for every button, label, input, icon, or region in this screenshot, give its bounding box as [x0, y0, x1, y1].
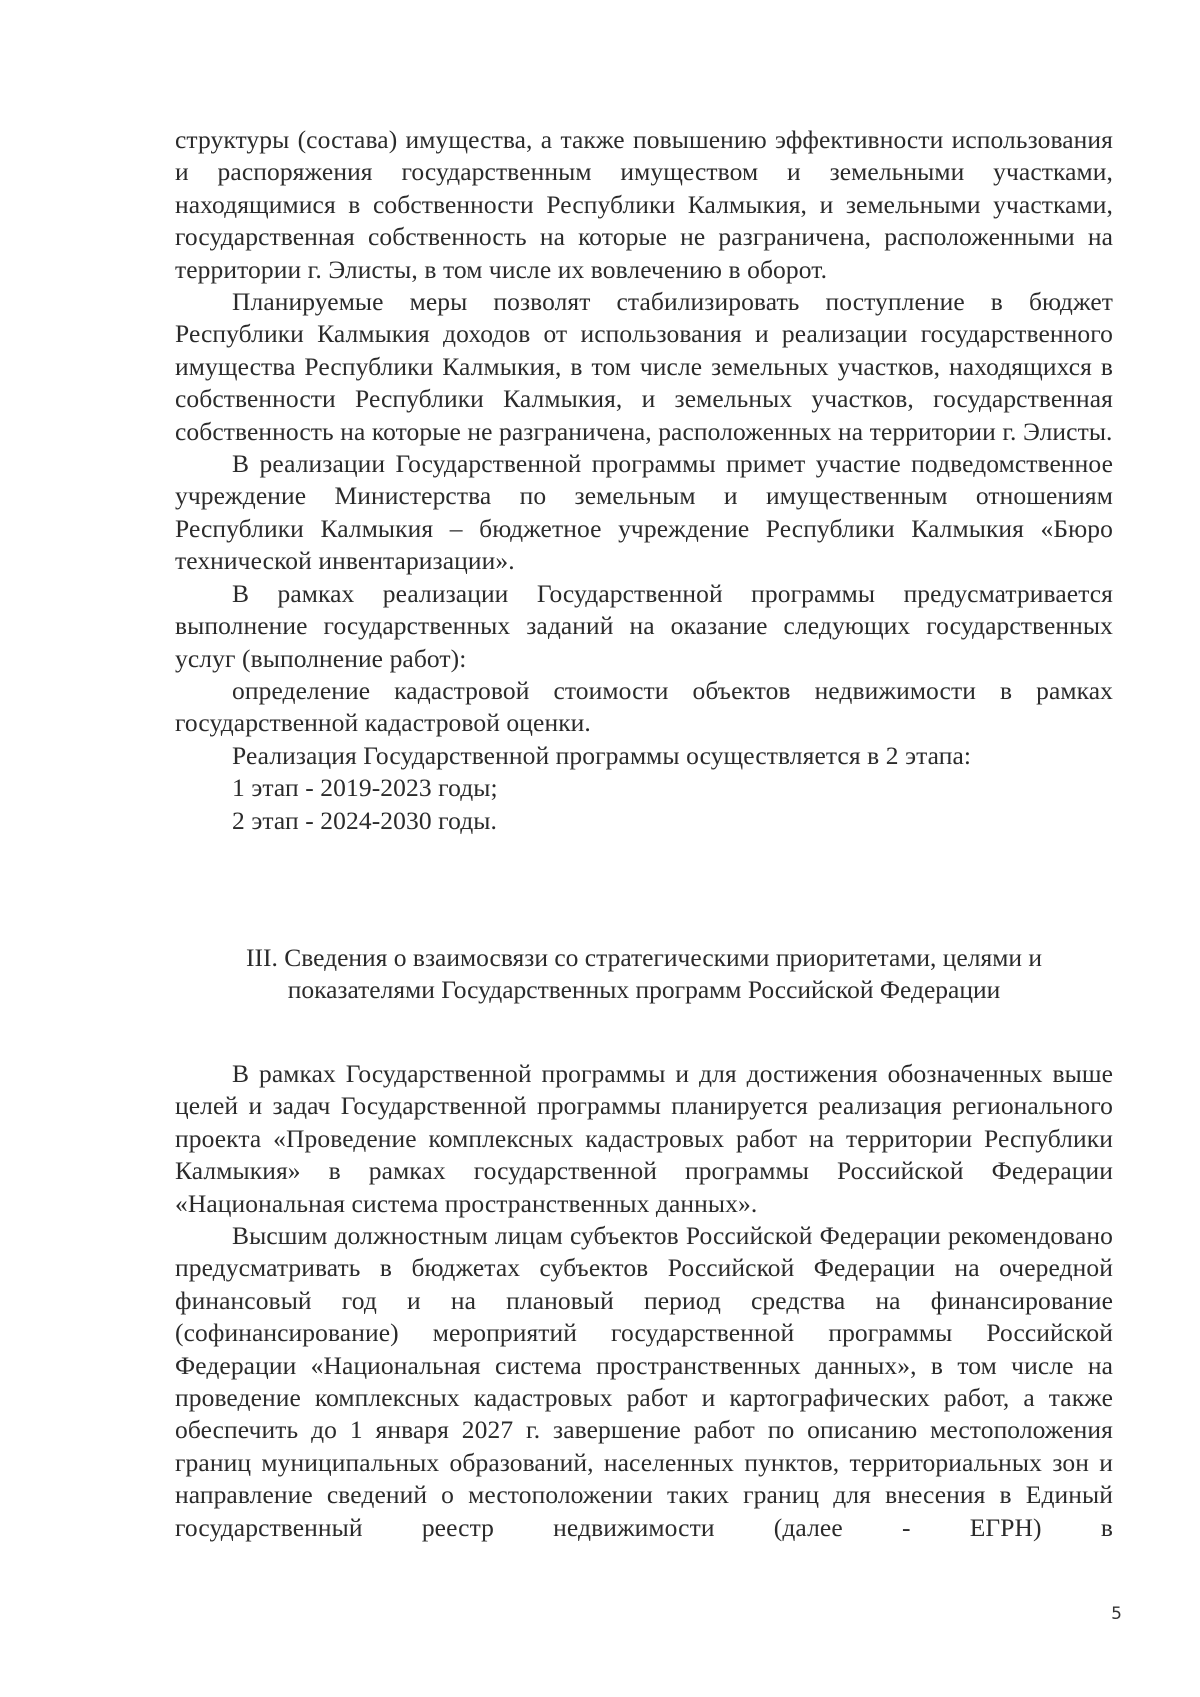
page-number: 5: [1111, 1604, 1122, 1624]
section-3-text: [175, 1058, 1113, 1544]
paragraph-stage-1: 1 этап - 2019-2023 годы;: [232, 773, 498, 803]
paragraph-state-tasks: В рамках реализации Государственной программы предусматривается выполнение государственных заданий на оказание следующих государственных услуг (выполнение работ):: [175, 578, 1113, 673]
section-2-text-continuation: [175, 124, 1113, 837]
paragraph-stages-intro: Реализация Государственной программы осуществляется в 2 этапа:: [232, 740, 972, 770]
heading-line-2: показателями Государственных программ Российской Федерации: [287, 975, 1001, 1004]
paragraph-stage-2: 2 этап - 2024-2030 годы.: [232, 805, 497, 835]
section-3-heading: [175, 942, 1113, 1006]
paragraph-continuation: структуры (состава) имущества, а также повышению эффективности использования и распоряжения государственным имуществом и земельными участками, находящимися в собственности Республики Калмыкия, и земельными участками, государственная собственность на которые не разграничена, расположенными на территории г. Элисты, в том числе их вовлечению в оборот.: [175, 125, 1113, 284]
paragraph-recommendations: Высшим должностным лицам субъектов Российской Федерации рекомендовано предусматривать в бюджетах субъектов Российской Федерации на очередной финансовый год и на плановый период средства на финансирование (софинансирование) мероприятий государственной программы Российской Федерации «Национальная система пространственных данных», в том числе на проведение комплексных кадастровых работ и картографических работ, а также обеспечить до 1 января 2027 г. завершение работ по описанию местоположения границ муниципальных образований, населенных пунктов, территориальных зон и направление сведений о местоположении таких границ для внесения в Единый государственный реестр недвижимости (далее - ЕГРН) в: [175, 1221, 1113, 1542]
paragraph-regional-project: В рамках Государственной программы и для достижения обозначенных выше целей и задач Государственной программы планируется реализация регионального проекта «Проведение комплексных кадастровых работ на территории Республики Калмыкия» в рамках государственной программы Российской Федерации «Национальная система пространственных данных».: [175, 1059, 1113, 1218]
paragraph-planned-measures: Планируемые меры позволят стабилизировать поступление в бюджет Республики Калмыкия доходов от использования и реализации государственного имущества Республики Калмыкия, в том числе земельных участков, находящихся в собственности Республики Калмыкия, и земельных участков, государственная собственность на которые не разграничена, расположенных на территории г. Элисты.: [175, 287, 1113, 446]
paragraph-participant: В реализации Государственной программы примет участие подведомственное учреждение Министерства по земельным и имущественным отношениям Республики Калмыкия – бюджетное учреждение Республики Калмыкия «Бюро технической инвентаризации».: [175, 449, 1113, 576]
heading-line-1: III. Сведения о взаимосвязи со стратегическими приоритетами, целями и: [245, 943, 1043, 972]
paragraph-cadastral-valuation: определение кадастровой стоимости объектов недвижимости в рамках государственной кадастровой оценки.: [175, 675, 1113, 738]
